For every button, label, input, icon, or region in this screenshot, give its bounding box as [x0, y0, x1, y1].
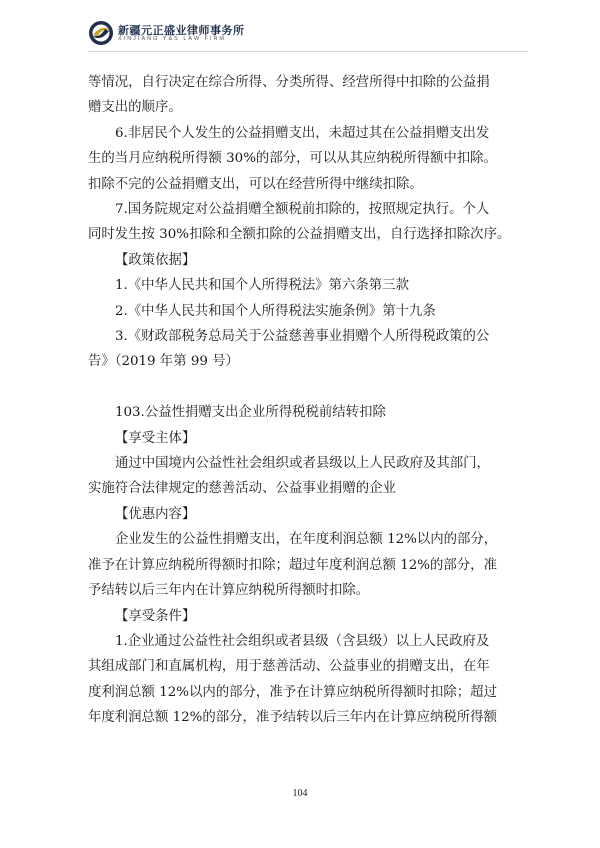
policy-reference: 3.《财政部税务总局关于公益慈善事业捐赠个人所得税政策的公 — [115, 329, 490, 345]
policy-reference: 1.《中华人民共和国个人所得税法》第六条第三款 — [115, 278, 409, 294]
firm-logo-icon — [88, 20, 114, 46]
paragraph-line: 赠支出的顺序。 — [88, 100, 182, 116]
paragraph-line: 通过中国境内公益性社会组织或者县级以上人民政府及其部门， — [115, 456, 490, 472]
header-divider — [88, 51, 528, 52]
document-body — [88, 70, 512, 731]
section-heading-conditions: 【享受条件】 — [115, 608, 196, 624]
paragraph-line: 扣除不完的公益捐赠支出，可以在经营所得中继续扣除。 — [88, 176, 423, 192]
paragraph-line: 告》（2019 年第 99 号） — [88, 354, 239, 370]
paragraph-line: 其组成部门和直属机构，用于慈善活动、公益事业的捐赠支出，在年 — [88, 659, 490, 675]
paragraph-line: 度利润总额 12%以内的部分，准予在计算应纳税所得额时扣除；超过 — [88, 684, 497, 700]
paragraph-line: 等情况，自行决定在综合所得、分类所得、经营所得中扣除的公益捐 — [88, 75, 490, 90]
paragraph-line: 同时发生按 30%扣除和全额扣除的公益捐赠支出，自行选择扣除次序。 — [88, 227, 511, 243]
paragraph-line: 实施符合法律规定的慈善活动、公益事业捐赠的企业 — [88, 481, 396, 497]
firm-name: 新疆元正盛业律师事务所 — [118, 24, 245, 37]
section-heading-preferential-content: 【优惠内容】 — [115, 506, 196, 522]
paragraph-line: 年度利润总额 12%的部分，准予结转以后三年内在计算应纳税所得额 — [88, 710, 497, 726]
item-title: 103.公益性捐赠支出企业所得税税前结转扣除 — [115, 405, 386, 421]
policy-reference: 2.《中华人民共和国个人所得税法实施条例》第十九条 — [115, 303, 436, 319]
paragraph-line: 企业发生的公益性捐赠支出，在年度利润总额 12%以内的部分， — [115, 532, 498, 548]
page-header — [88, 20, 528, 48]
firm-name-en: XINJIANG Y&S LAW FIRM — [118, 36, 227, 42]
paragraph-line: 6.非居民个人发生的公益捐赠支出，未超过其在公益捐赠支出发 — [115, 125, 490, 141]
paragraph-line: 1.企业通过公益性社会组织或者县级（含县级）以上人民政府及 — [115, 633, 490, 649]
paragraph-line: 予结转以后三年内在计算应纳税所得额时扣除。 — [88, 583, 370, 599]
section-heading-policy-basis: 【政策依据】 — [115, 252, 196, 268]
paragraph-line: 准予在计算应纳税所得额时扣除；超过年度利润总额 12%的部分，准 — [88, 557, 497, 573]
section-heading-beneficiary: 【享受主体】 — [115, 430, 196, 446]
paragraph-line: 生的当月应纳税所得额 30%的部分，可以从其应纳税所得额中扣除。 — [88, 151, 497, 167]
page-number: 104 — [292, 788, 308, 799]
paragraph-line: 7.国务院规定对公益捐赠全额税前扣除的，按照规定执行。个人 — [115, 202, 490, 218]
